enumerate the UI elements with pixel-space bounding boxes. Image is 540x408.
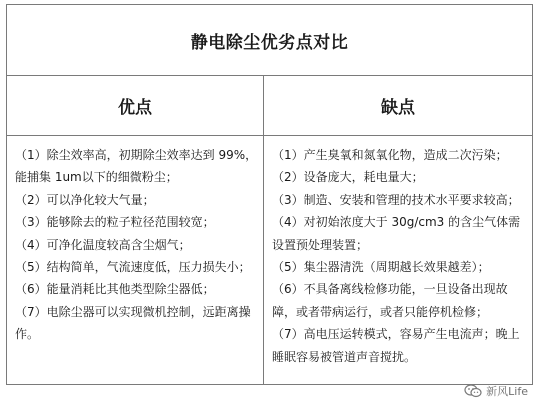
advantage-item: （1）除尘效率高，初期除尘效率达到 99%，能捕集 1um以下的细微粉尘； [15, 148, 258, 185]
disadvantage-item: （6）不具备离线检修功能，一旦设备出现故障，或者带病运行，或者只能停机检修； [272, 282, 508, 319]
disadvantage-item: （2）设备庞大，耗电量大； [272, 170, 424, 185]
watermark-text: 新风Life [486, 385, 528, 398]
table-header-row [7, 76, 532, 136]
advantage-item: （6）能量消耗比其他类型除尘器低； [15, 282, 215, 297]
advantage-item: （4）可净化温度较高含尘烟气； [15, 237, 191, 252]
disadvantage-item: （1）产生臭氧和氮氧化物，造成二次污染； [272, 148, 508, 162]
disadvantages-cell [264, 136, 532, 384]
disadvantage-item: （7）高电压运转模式，容易产生电流声；晚上睡眠容易被管道声音搅扰。 [272, 327, 520, 364]
advantage-item: （7）电除尘器可以实现微机控制，远距离操作。 [15, 304, 251, 342]
disadvantage-item: （4）对初始浓度大于 30g/cm3 的含尘气体需设置预处理装置； [272, 215, 521, 252]
table-title-row [7, 5, 532, 76]
table-body-row [7, 136, 532, 384]
disadvantage-item: （3）制造、安装和管理的技术水平要求较高； [272, 192, 520, 207]
disadvantage-item: （5）集尘器清洗（周期越长效果越差）； [272, 260, 490, 275]
wechat-icon [464, 384, 482, 398]
advantage-item: （3）能够除去的粒子粒径范围较宽； [15, 215, 215, 230]
disadvantages-header: 缺点 [381, 98, 415, 118]
table-title: 静电除尘优劣点对比 [190, 32, 349, 53]
advantage-item: （2）可以净化较大气量； [15, 192, 155, 207]
advantage-item: （5）结构简单，气流速度低，压力损失小； [15, 260, 251, 275]
comparison-table [6, 4, 533, 385]
advantages-header: 优点 [7, 76, 264, 135]
advantages-cell [7, 136, 264, 384]
watermark [464, 383, 528, 399]
